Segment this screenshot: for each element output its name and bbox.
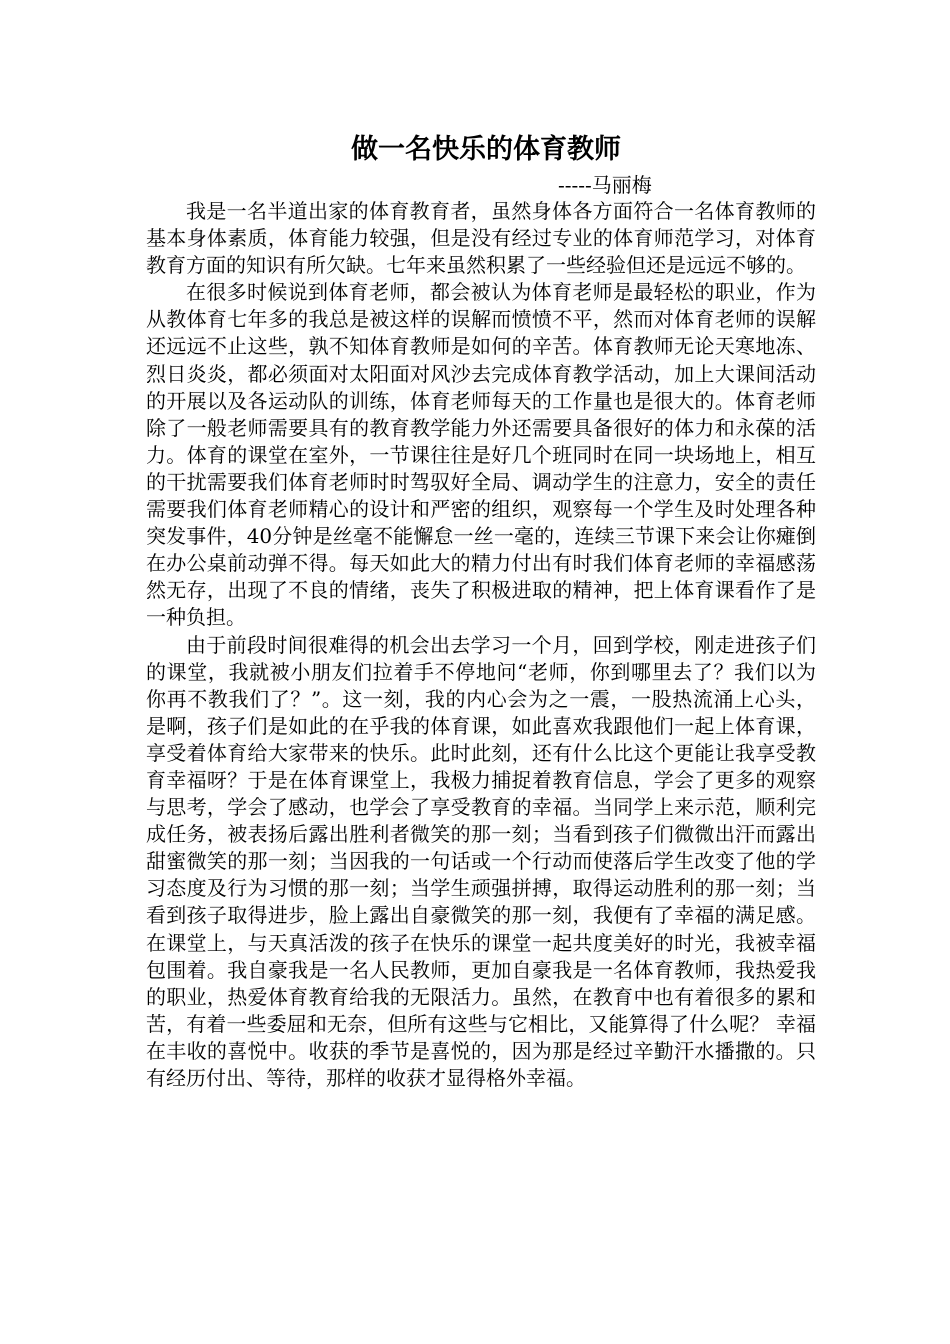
paragraph-intro: 我是一名半道出家的体育教育者，虽然身体各方面符合一名体育教师的基本身体素质，体育能力较强，但是没有经过专业的体育师范学习，对体育教育方面的知识有所欠缺。七年来虽然积累了一些经验但还是远远不够的。 [146,199,816,278]
paragraph-hardship: 在很多时候说到体育老师，都会被认为体育老师是最轻松的职业，作为从教体育七年多的我总是被这样的误解而愤愤不平，然而对体育老师的误解还远远不止这些，孰不知体育教师是如何的辛苦。体育教师无论天寒地冻、烈日炎炎，都必须面对太阳面对风沙去完成体育教学活动，加上大课间活动的开展以及各运动队的训练，体育老师每天的工作量也是很大的。体育老师除了一般老师需要具有的教育教学能力外还需要具备很好的体力和永葆的活力。体育的课堂在室外，一节课往往是好几个班同时在同一块场地上，相互的干扰需要我们体育老师时时驾驭好全局、调动学生的注意力，安全的责任需要我们体育老师精心的设计和严密的组织，观察每一个学生及时处理各种突发事件，40分钟是丝毫不能懈怠一丝一毫的，连续三节课下来会让你瘫倒在办公桌前动弹不得。每天如此大的精力付出有时我们体育老师的幸福感荡然无存，出现了不良的情绪，丧失了积极进取的精神，把上体育课看作了是一种负担。 [146,280,816,630]
paragraph-happiness: 由于前段时间很难得的机会出去学习一个月，回到学校，刚走进孩子们的课堂，我就被小朋友们拉着手不停地问“老师，你到哪里去了？我们以为你再不教我们了？”。这一刻，我的内心会为之一震，一股热流涌上心头，是啊，孩子们是如此的在乎我的体育课，如此喜欢我跟他们一起上体育课，享受着体育给大家带来的快乐。此时此刻，还有什么比这个更能让我享受教育幸福呀？于是在体育课堂上，我极力捕捉着教育信息，学会了更多的观察与思考，学会了感动，也学会了享受教育的幸福。当同学上来示范，顺利完成任务，被表扬后露出胜利者微笑的那一刻；当看到孩子们微微出汗而露出甜蜜微笑的那一刻；当因我的一句话或一个行动而使落后学生改变了他的学习态度及行为习惯的那一刻；当学生顽强拼搏，取得运动胜利的那一刻；当看到孩子取得进步，脸上露出自豪微笑的那一刻，我便有了幸福的满足感。在课堂上，与天真活泼的孩子在快乐的课堂一起共度美好的时光，我被幸福包围着。我自豪我是一名人民教师，更加自豪我是一名体育教师，我热爱我的职业，热爱体育教育给我的无限活力。虽然，在教育中也有着很多的累和苦，有着一些委屈和无奈，但所有这些与它相比，又能算得了什么呢？ 幸福在丰收的喜悦中。收获的季节是喜悦的，因为那是经过辛勤汗水播撒的。只有经历付出、等待，那样的收获才显得格外幸福。 [146,632,816,1090]
document-title: 做一名快乐的体育教师 [351,134,621,165]
author-line: -----马丽梅 [558,173,652,197]
document-page [146,130,816,1092]
